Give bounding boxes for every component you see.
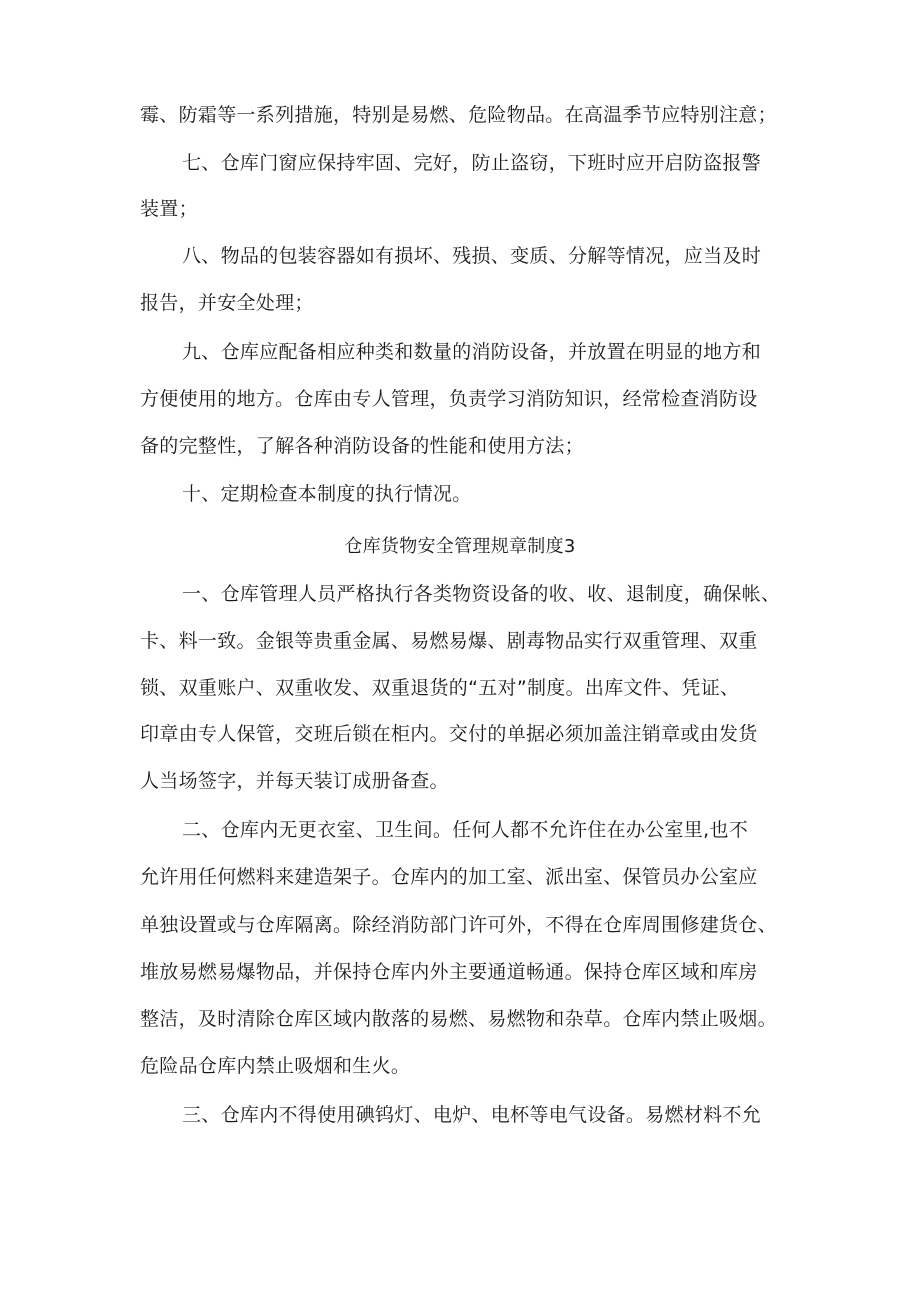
text-line: 一、仓库管理人员严格执行各类物资设备的收、收、退制度，确保帐、 <box>182 583 781 605</box>
text-line: 十、定期检查本制度的执行情况。 <box>182 483 472 505</box>
text-line: 堆放易燃易爆物品，并保持仓库内外主要通道畅通。保持仓库区域和库房 <box>140 961 758 983</box>
text-line: 报告，并安全处理； <box>140 292 314 314</box>
text-line: 整洁，及时清除仓库区域内散落的易燃、易燃物和杂草。仓库内禁止吸烟。 <box>140 1008 777 1030</box>
text-line: 单独设置或与仓库隔离。除经消防部门许可外，不得在仓库周围修建货仓、 <box>140 914 777 936</box>
section-title: 仓库货物安全管理规章制度3 <box>344 536 576 557</box>
text-line: 方便使用的地方。仓库由专人管理，负责学习消防知识，经常检查消防设 <box>140 388 758 410</box>
text-line: 印章由专人保管，交班后锁在柜内。交付的单据必须加盖注销章或由发货 <box>140 723 758 745</box>
text-line: 八、物品的包装容器如有损坏、残损、变质、分解等情况，应当及时 <box>182 245 762 267</box>
text-line: 二、仓库内无更衣室、卫生间。任何人都不允许住在办公室里,也不 <box>182 819 749 841</box>
text-line: 九、仓库应配备相应种类和数量的消防设备，并放置在明显的地方和 <box>182 341 762 363</box>
text-line: 卡、料一致。金银等贵重金属、易燃易爆、剧毒物品实行双重管理、双重 <box>140 630 758 652</box>
text-line: 锁、双重账户、双重收发、双重退货的“五对”制度。出库文件、凭证、 <box>140 677 740 699</box>
text-line: 三、仓库内不得使用碘钨灯、电炉、电杯等电气设备。易燃材料不允 <box>182 1104 762 1126</box>
text-line: 允许用任何燃料来建造架子。仓库内的加工室、派出室、保管员办公室应 <box>140 866 758 888</box>
text-line: 七、仓库门窗应保持牢固、完好，防止盗窃，下班时应开启防盗报警 <box>182 152 762 174</box>
text-line: 装置； <box>140 198 198 220</box>
text-line: 备的完整性，了解各种消防设备的性能和使用方法； <box>140 435 584 457</box>
text-line: 人当场签字，并每天装订成册备查。 <box>140 770 449 792</box>
text-line: 危险品仓库内禁止吸烟和生火。 <box>140 1055 411 1077</box>
text-line: 霉、防霜等一系列措施，特别是易燃、危险物品。在高温季节应特别注意； <box>140 104 777 126</box>
